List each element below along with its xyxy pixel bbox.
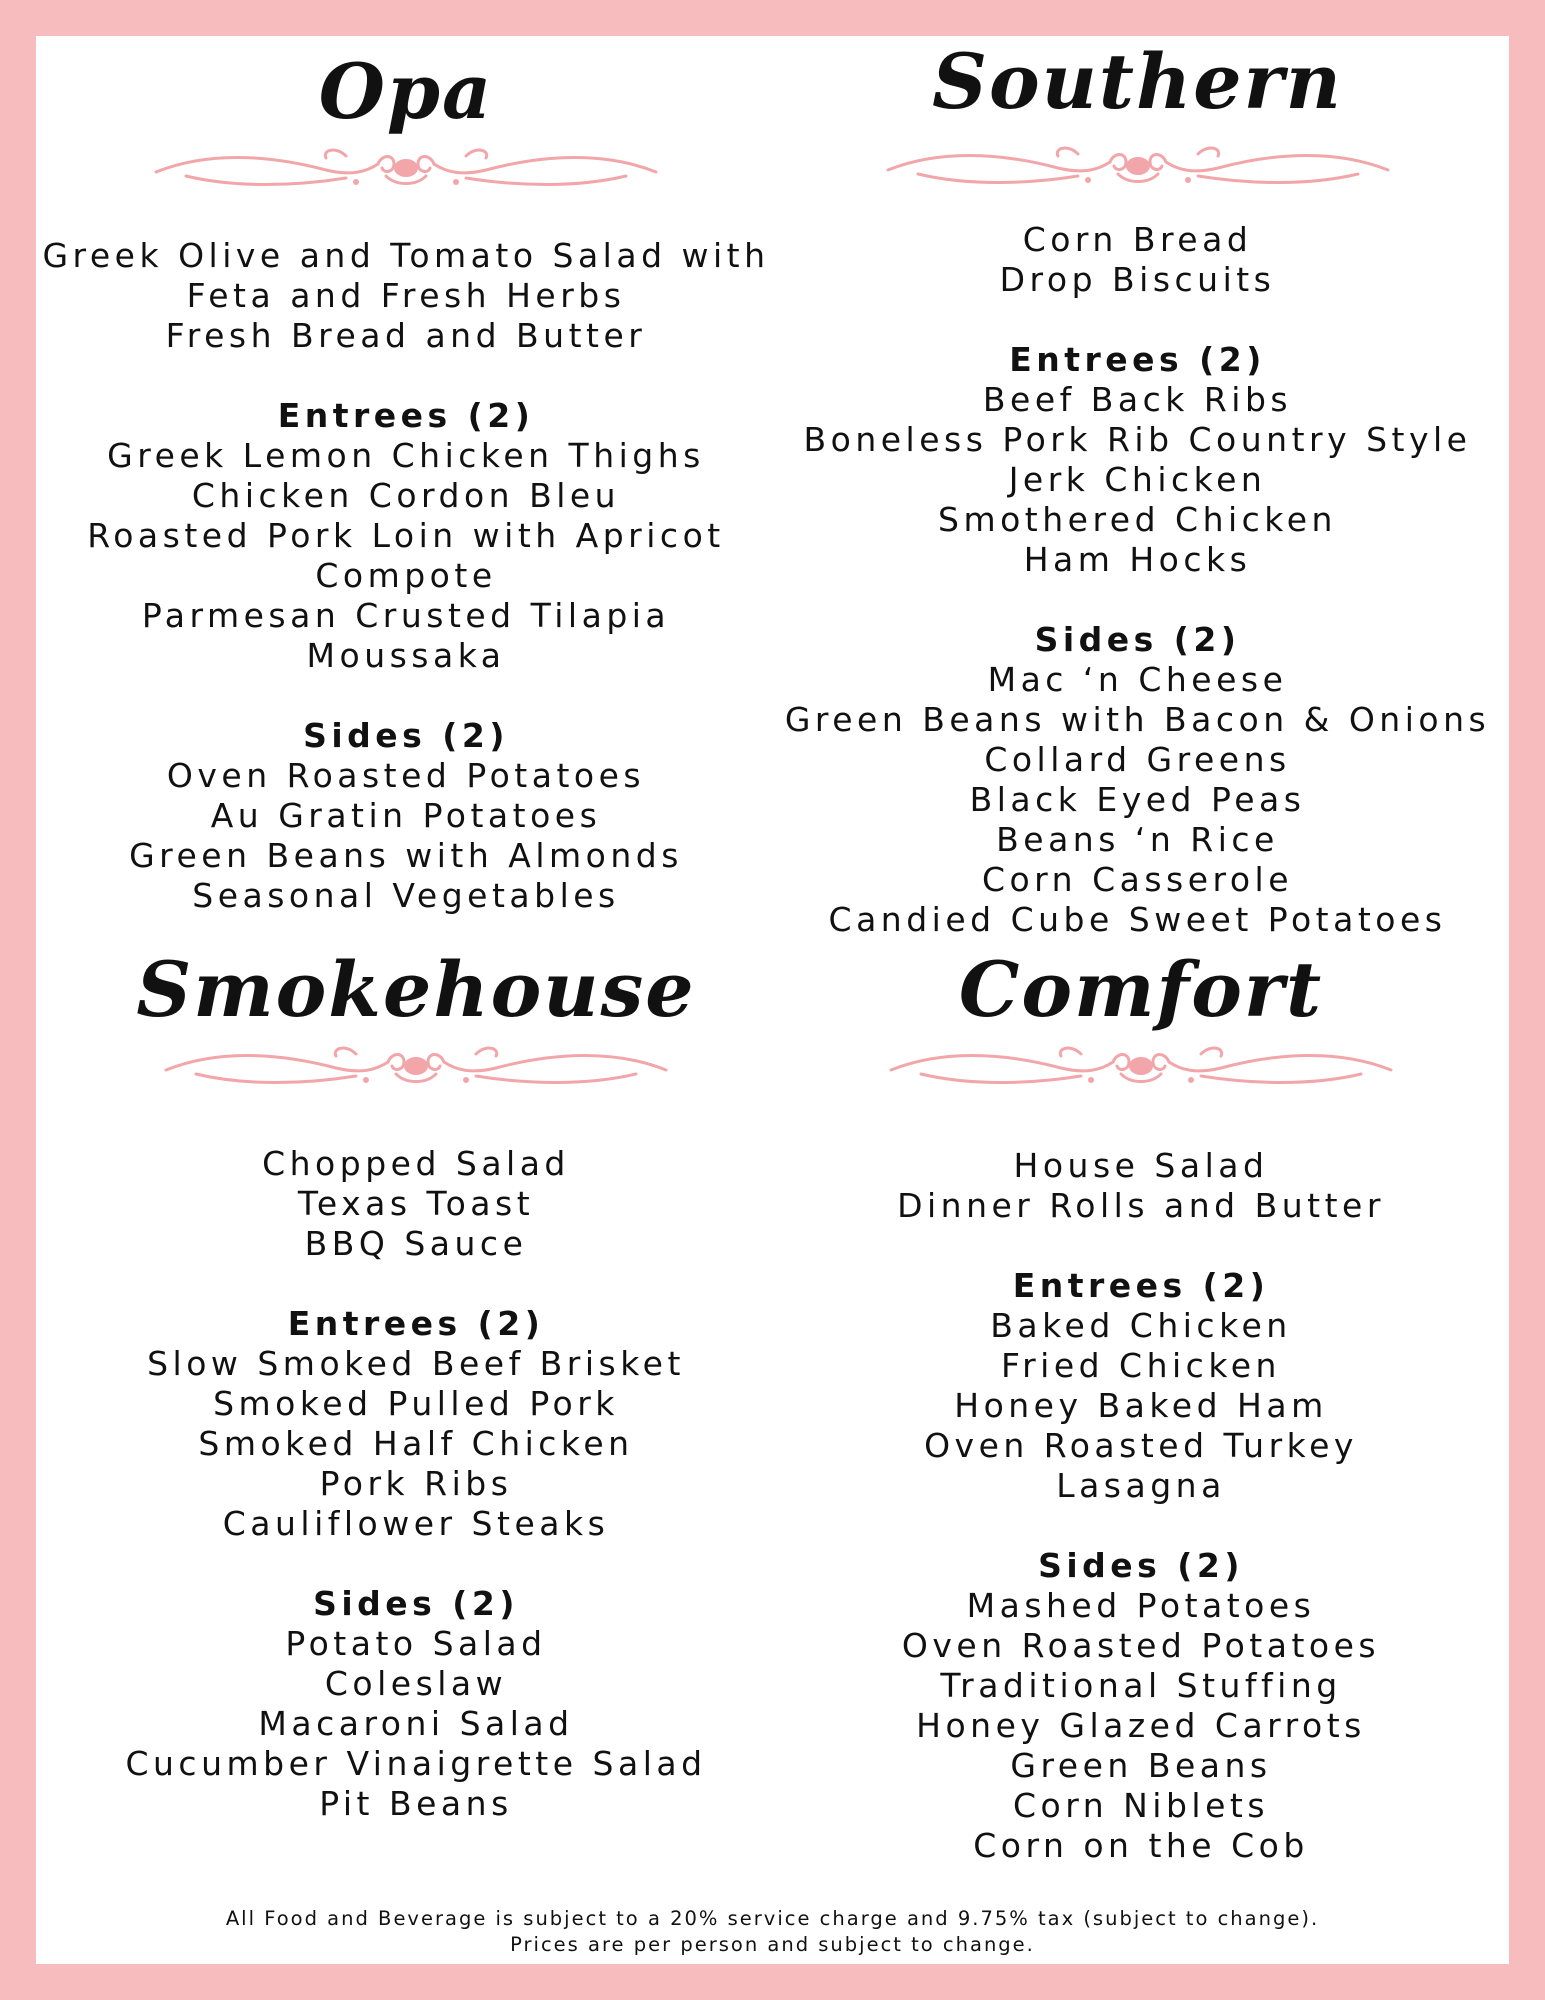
list-item: Green Beans with Almonds [129, 836, 683, 875]
list-item: Beans ‘n Rice [996, 820, 1279, 859]
sides-list [36, 756, 776, 916]
menu-page [36, 36, 1509, 1964]
list-item: Corn Niblets [1012, 1786, 1270, 1825]
list-item: Corn on the Cob [973, 1826, 1309, 1865]
list-item: Honey Glazed Carrots [916, 1706, 1366, 1745]
list-item: Roasted Pork Loin with Apricot [87, 516, 725, 555]
section-title: Southern [932, 37, 1343, 126]
list-item: Smoked Pulled Pork [213, 1384, 619, 1423]
starters-list [36, 236, 776, 356]
entrees-heading: Entrees (2) [277, 396, 535, 435]
list-item: Traditional Stuffing [940, 1666, 1342, 1705]
starters-list [776, 1146, 1506, 1226]
list-item: Seasonal Vegetables [192, 876, 620, 915]
list-item: Slow Smoked Beef Brisket [147, 1344, 685, 1383]
list-item: Corn Bread [1022, 220, 1253, 259]
starters-list [766, 220, 1509, 300]
list-item: Collard Greens [984, 740, 1291, 779]
list-item: Au Gratin Potatoes [210, 796, 602, 835]
list-item: Green Beans with Bacon & Onions [784, 700, 1491, 739]
list-item: Honey Baked Ham [954, 1386, 1328, 1425]
list-item: Green Beans [1010, 1746, 1272, 1785]
entrees-heading: Entrees (2) [1012, 1266, 1270, 1305]
footer-line-2: Prices are per person and subject to change. [510, 1933, 1035, 1956]
list-item: Black Eyed Peas [969, 780, 1306, 819]
sides-heading: Sides (2) [1034, 620, 1241, 659]
list-item: Cauliflower Steaks [222, 1504, 610, 1543]
list-item: Smothered Chicken [938, 500, 1337, 539]
list-item: Compote [315, 556, 497, 595]
list-item: Beef Back Ribs [982, 380, 1293, 419]
list-item: Oven Roasted Potatoes [166, 756, 646, 795]
list-item: Mashed Potatoes [966, 1586, 1316, 1625]
list-item: Fresh Bread and Butter [165, 316, 647, 355]
list-item: BBQ Sauce [304, 1224, 528, 1263]
list-item: Baked Chicken [990, 1306, 1292, 1345]
menu-section-southern [766, 37, 1509, 940]
list-item: Drop Biscuits [999, 260, 1276, 299]
entrees-list [766, 380, 1509, 580]
list-item: Texas Toast [297, 1184, 535, 1223]
menu-section-comfort [776, 945, 1506, 1866]
flourish-divider [146, 142, 666, 192]
entrees-heading: Entrees (2) [1009, 340, 1266, 379]
list-item: Jerk Chicken [1008, 460, 1267, 499]
list-item: Macaroni Salad [258, 1704, 574, 1743]
list-item: Lasagna [1056, 1466, 1226, 1505]
flourish-divider [881, 1040, 1401, 1090]
starters-list [36, 1144, 796, 1264]
list-item: Feta and Fresh Herbs [186, 276, 626, 315]
list-item: Oven Roasted Turkey [924, 1426, 1358, 1465]
sides-heading: Sides (2) [303, 716, 509, 755]
list-item: Greek Lemon Chicken Thighs [107, 436, 705, 475]
flourish-divider [156, 1040, 676, 1090]
entrees-list [36, 436, 776, 676]
entrees-list [776, 1306, 1506, 1506]
list-item: Smoked Half Chicken [198, 1424, 634, 1463]
section-title: Smokehouse [136, 945, 696, 1034]
list-item: Corn Casserole [981, 860, 1294, 899]
list-item: Pit Beans [319, 1784, 513, 1823]
list-item: Boneless Pork Rib Country Style [803, 420, 1472, 459]
footer-line-1: All Food and Beverage is subject to a 20% service charge and 9.75% tax (subject to change). [225, 1907, 1320, 1930]
list-item: Greek Olive and Tomato Salad with [42, 236, 770, 275]
list-item: Potato Salad [285, 1624, 547, 1663]
list-item: Moussaka [306, 636, 506, 675]
sides-list [766, 660, 1509, 940]
entrees-heading: Entrees (2) [287, 1304, 545, 1343]
list-item: Cucumber Vinaigrette Salad [125, 1744, 707, 1783]
menu-section-opa [36, 47, 776, 916]
list-item: Coleslaw [324, 1664, 508, 1703]
list-item: Dinner Rolls and Butter [897, 1186, 1385, 1225]
list-item: Pork Ribs [319, 1464, 513, 1503]
sides-heading: Sides (2) [1038, 1546, 1244, 1585]
section-title: Comfort [958, 945, 1324, 1034]
list-item: Chicken Cordon Bleu [191, 476, 621, 515]
list-item: Mac ‘n Cheese [987, 660, 1288, 699]
entrees-list [36, 1344, 796, 1544]
footer-disclaimer [36, 1906, 1509, 1958]
list-item: Fried Chicken [1001, 1346, 1281, 1385]
list-item: Ham Hocks [1023, 540, 1252, 579]
list-item: Parmesan Crusted Tilapia [141, 596, 671, 635]
section-title: Opa [318, 47, 494, 136]
sides-list [36, 1624, 796, 1824]
menu-section-smokehouse [36, 945, 796, 1824]
list-item: Chopped Salad [262, 1144, 570, 1183]
list-item: House Salad [1013, 1146, 1269, 1185]
list-item: Candied Cube Sweet Potatoes [828, 900, 1447, 939]
list-item: Oven Roasted Potatoes [901, 1626, 1381, 1665]
sides-heading: Sides (2) [313, 1584, 519, 1623]
flourish-divider [878, 140, 1398, 190]
sides-list [776, 1586, 1506, 1866]
